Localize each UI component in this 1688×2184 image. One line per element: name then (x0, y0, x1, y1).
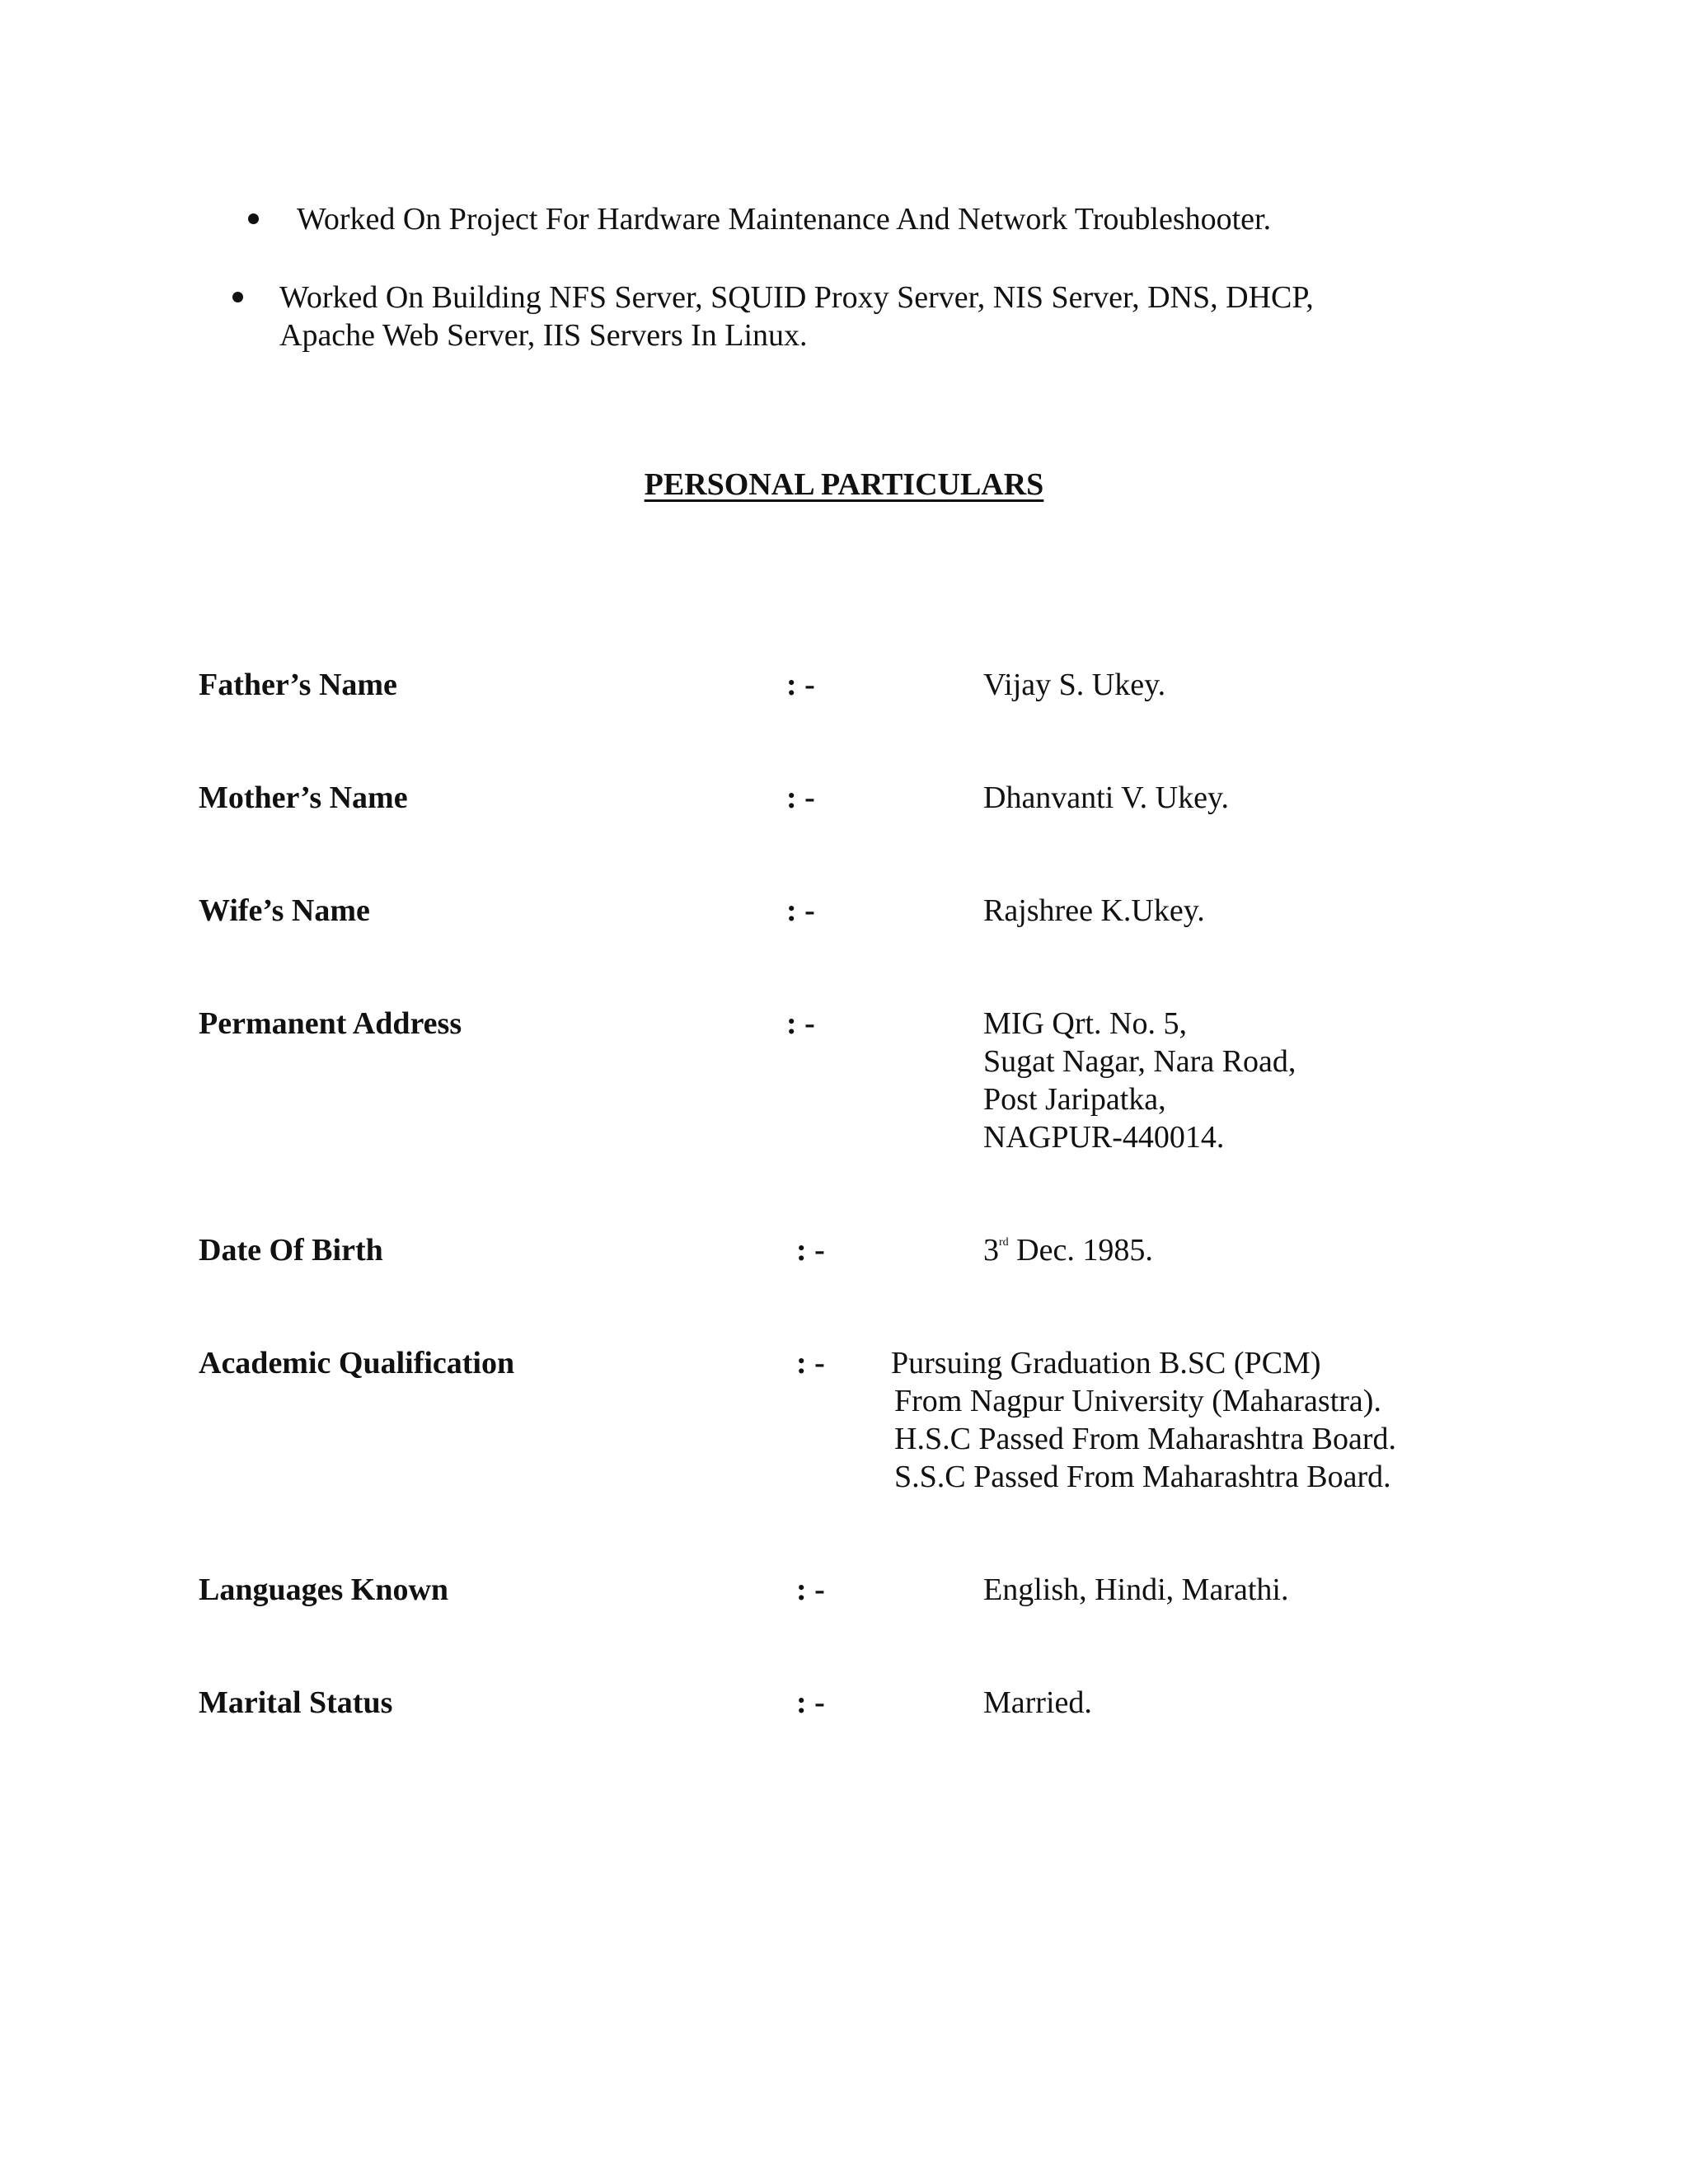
label-languages-known: Languages Known (199, 1572, 449, 1607)
dob-rest: Dec. 1985. (1008, 1233, 1153, 1268)
separator: : - (786, 893, 815, 928)
bullet-item-servers-line-1: Worked On Building NFS Server, SQUID Proxy Server, NIS Server, DNS, DHCP, (279, 280, 1314, 315)
separator: : - (786, 1006, 815, 1041)
bullet-dot (248, 213, 259, 224)
section-title-personal-particulars: PERSONAL PARTICULARS (644, 467, 1044, 502)
label-date-of-birth: Date Of Birth (199, 1233, 383, 1268)
label-academic-qualification: Academic Qualification (199, 1346, 515, 1380)
bullet-item-servers-line-2: Apache Web Server, IIS Servers In Linux. (279, 318, 808, 353)
label-mothers-name: Mother’s Name (199, 780, 408, 815)
value-mothers-name: Dhanvanti V. Ukey. (983, 780, 1229, 815)
label-permanent-address: Permanent Address (199, 1006, 462, 1041)
label-marital-status: Marital Status (199, 1685, 393, 1720)
address-line: NAGPUR-440014. (983, 1120, 1225, 1155)
value-wifes-name: Rajshree K.Ukey. (983, 893, 1205, 928)
value-date-of-birth (983, 1231, 1153, 1269)
bullet-item-hardware-project: Worked On Project For Hardware Maintenance And Network Troubleshooter. (297, 202, 1272, 237)
dob-ordinal-suffix: rd (999, 1236, 1009, 1249)
value-marital-status: Married. (983, 1685, 1092, 1720)
value-academic-qualification (891, 1344, 1396, 1496)
academic-line: H.S.C Passed From Maharashtra Board. (894, 1422, 1396, 1456)
separator: : - (786, 668, 815, 702)
address-line: Sugat Nagar, Nara Road, (983, 1044, 1296, 1079)
dob-day: 3 (983, 1233, 999, 1268)
value-fathers-name: Vijay S. Ukey. (983, 668, 1166, 702)
bullet-dot (232, 292, 243, 302)
academic-line: S.S.C Passed From Maharashtra Board. (894, 1460, 1391, 1494)
separator: : - (786, 780, 815, 815)
value-permanent-address (983, 1005, 1296, 1156)
separator: : - (796, 1572, 825, 1607)
address-line: Post Jaripatka, (983, 1082, 1166, 1117)
value-languages-known: English, Hindi, Marathi. (983, 1572, 1289, 1607)
academic-line: From Nagpur University (Maharastra). (894, 1384, 1381, 1418)
separator: : - (796, 1346, 825, 1380)
label-fathers-name: Father’s Name (199, 668, 397, 702)
label-wifes-name: Wife’s Name (199, 893, 370, 928)
address-line: MIG Qrt. No. 5, (983, 1006, 1187, 1041)
separator: : - (796, 1685, 825, 1720)
academic-line: Pursuing Graduation B.SC (PCM) (891, 1346, 1321, 1380)
separator: : - (796, 1233, 825, 1268)
